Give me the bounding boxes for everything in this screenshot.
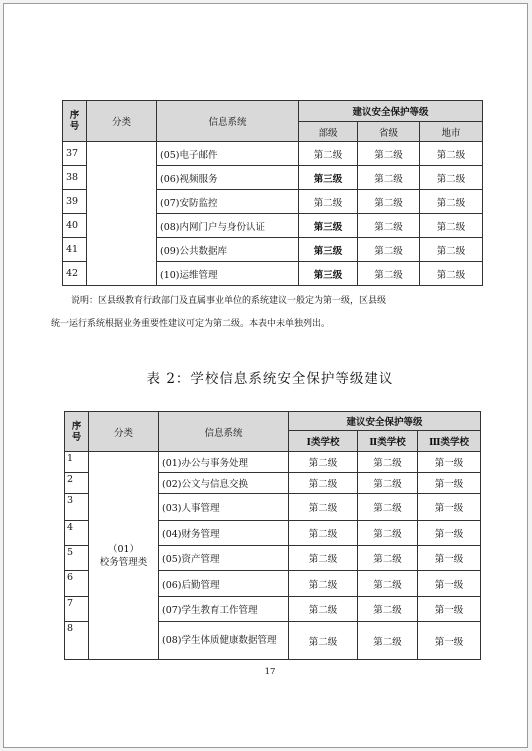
level-cell: 第二级: [289, 473, 358, 494]
security-level-table-2: [64, 411, 481, 660]
table-row: [63, 142, 483, 166]
level-cell: 第一级: [418, 597, 481, 622]
level-cell: 第三级: [299, 238, 358, 262]
level-cell: 第二级: [358, 166, 420, 190]
level-cell: 第二级: [420, 190, 483, 214]
category-cell: [87, 142, 157, 286]
system-name: (05)资产管理: [159, 546, 289, 571]
seq-header: 序 号: [63, 101, 87, 142]
document-page: [3, 3, 528, 748]
system-name: (07)安防监控: [157, 190, 299, 214]
level-cell: 第一级: [418, 521, 481, 546]
level-cell: 第三级: [299, 214, 358, 238]
level-cell: 第二级: [420, 262, 483, 286]
level-cell: 第二级: [289, 622, 358, 660]
level-cell: 第二级: [289, 546, 358, 571]
level-cell: 第二级: [299, 142, 358, 166]
level-col-header: Ⅲ类学校: [418, 431, 481, 452]
level-col-header: 省级: [358, 122, 420, 142]
system-header: 信息系统: [157, 101, 299, 142]
row-number: 1: [65, 452, 89, 473]
system-name: (06)视频服务: [157, 166, 299, 190]
level-cell: 第一级: [418, 452, 481, 473]
level-cell: 第二级: [289, 571, 358, 597]
level-cell: 第三级: [299, 262, 358, 286]
level-cell: 第二级: [420, 214, 483, 238]
level-cell: 第二级: [289, 452, 358, 473]
system-name: (04)财务管理: [159, 521, 289, 546]
category-cell: [89, 452, 159, 660]
row-number: 41: [63, 238, 87, 262]
system-name: (03)人事管理: [159, 494, 289, 521]
row-number: 38: [63, 166, 87, 190]
level-cell: 第二级: [358, 597, 418, 622]
system-name: (01)办公与事务处理: [159, 452, 289, 473]
row-number: 2: [65, 473, 89, 494]
level-col-header: Ⅰ类学校: [289, 431, 358, 452]
level-group-header: 建议安全保护等级: [289, 412, 481, 431]
system-name: (09)公共数据库: [157, 238, 299, 262]
system-name: (05)电子邮件: [157, 142, 299, 166]
system-name: (08)学生体质健康数据管理: [159, 622, 289, 660]
level-cell: 第二级: [289, 597, 358, 622]
table-note-line-2: 统一运行系统根据业务重要性建议可定为第二级。本表中未单独列出。: [51, 319, 331, 329]
level-cell: 第二级: [299, 190, 358, 214]
level-cell: 第二级: [358, 521, 418, 546]
table-row: [65, 452, 481, 473]
row-number: 3: [65, 494, 89, 521]
level-col-header: Ⅱ类学校: [358, 431, 418, 452]
category-header: 分类: [87, 101, 157, 142]
level-cell: 第二级: [289, 521, 358, 546]
category-name: 校务管理类: [99, 556, 148, 568]
category-header: 分类: [89, 412, 159, 452]
level-cell: 第二级: [358, 262, 420, 286]
level-cell: 第二级: [358, 214, 420, 238]
row-number: 37: [63, 142, 87, 166]
level-cell: 第二级: [358, 473, 418, 494]
table-note-line-1: 说明：区县级教育行政部门及直属事业单位的系统建议一般定为第一级，区县级: [71, 296, 387, 306]
row-number: 4: [65, 521, 89, 546]
system-name: (06)后勤管理: [159, 571, 289, 597]
row-number: 6: [65, 571, 89, 597]
row-number: 40: [63, 214, 87, 238]
level-cell: 第二级: [358, 238, 420, 262]
level-cell: 第二级: [420, 238, 483, 262]
level-group-header: 建议安全保护等级: [299, 101, 483, 122]
level-cell: 第三级: [299, 166, 358, 190]
level-cell: 第二级: [420, 166, 483, 190]
system-name: (02)公文与信息交换: [159, 473, 289, 494]
system-name: (10)运维管理: [157, 262, 299, 286]
level-cell: 第二级: [358, 546, 418, 571]
level-cell: 第一级: [418, 546, 481, 571]
level-cell: 第一级: [418, 622, 481, 660]
row-number: 39: [63, 190, 87, 214]
system-name: (07)学生教育工作管理: [159, 597, 289, 622]
level-cell: 第一级: [418, 571, 481, 597]
seq-header: 序 号: [65, 412, 89, 452]
row-number: 8: [65, 622, 89, 660]
system-name: (08)内网门户与身份认证: [157, 214, 299, 238]
level-cell: 第二级: [358, 142, 420, 166]
security-level-table-1: [62, 100, 483, 286]
level-cell: 第二级: [289, 494, 358, 521]
level-cell: 第二级: [358, 571, 418, 597]
category-code: （01）: [107, 543, 140, 555]
level-cell: 第一级: [418, 494, 481, 521]
level-cell: 第二级: [420, 142, 483, 166]
level-cell: 第二级: [358, 452, 418, 473]
table-caption: 表 2：学校信息系统安全保护等级建议: [146, 371, 394, 387]
row-number: 5: [65, 546, 89, 571]
level-cell: 第二级: [358, 622, 418, 660]
system-header: 信息系统: [159, 412, 289, 452]
page-number: 17: [264, 667, 276, 677]
row-number: 42: [63, 262, 87, 286]
level-cell: 第二级: [358, 190, 420, 214]
level-col-header: 部级: [299, 122, 358, 142]
level-cell: 第一级: [418, 473, 481, 494]
row-number: 7: [65, 597, 89, 622]
level-cell: 第二级: [358, 494, 418, 521]
level-col-header: 地市: [420, 122, 483, 142]
